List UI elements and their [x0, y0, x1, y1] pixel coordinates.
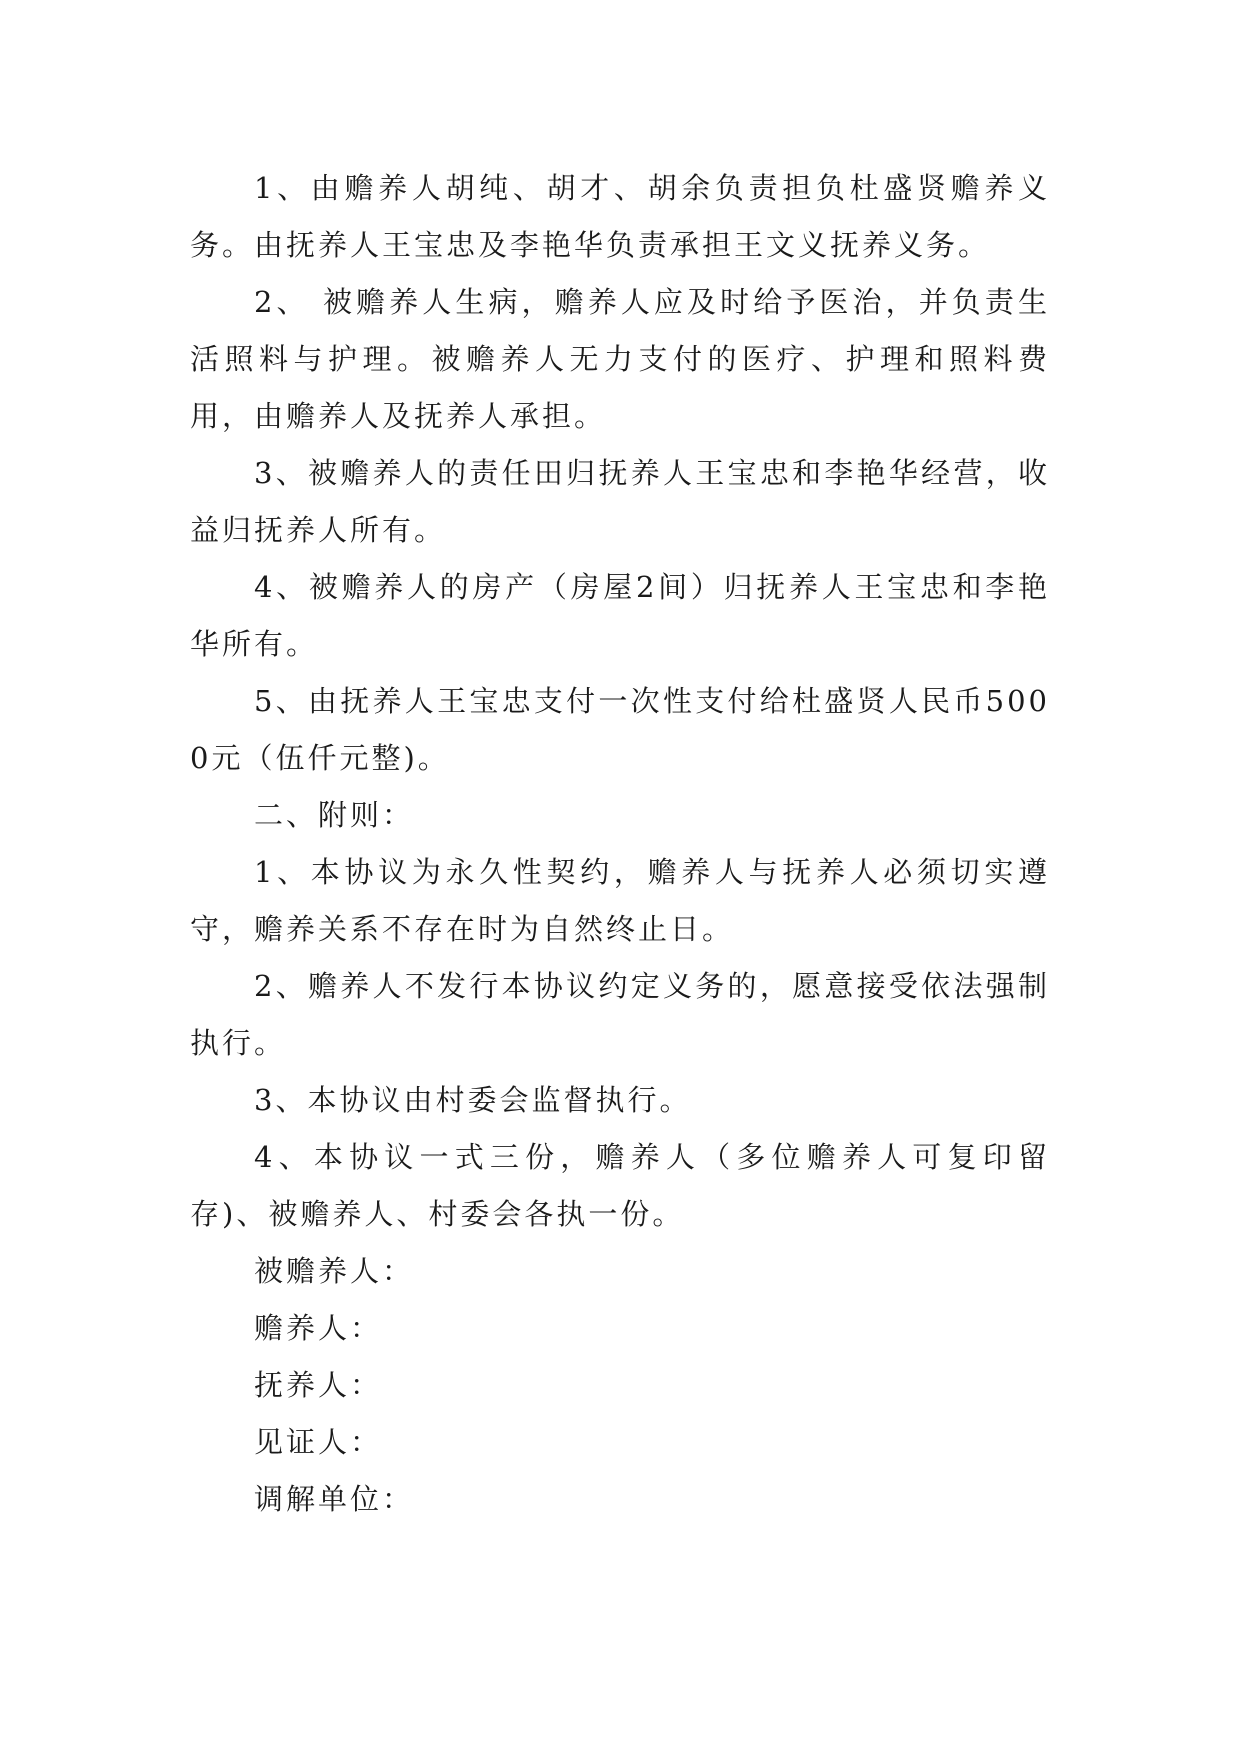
clause-5-payment: 5、由抚养人王宝忠支付一次性支付给杜盛贤人民币5000元（伍仟元整)。 [190, 684, 1050, 775]
clause-3-farmland: 3、被赡养人的责任田归抚养人王宝忠和李艳华经营，收益归抚养人所有。 [190, 456, 1050, 547]
supplementary-clause-4: 4、本协议一式三份，赡养人（多位赡养人可复印留存)、被赡养人、村委会各执一份。 [190, 1140, 1050, 1231]
clause-1-support-duty: 1、由赡养人胡纯、胡才、胡余负责担负杜盛贤赡养义务。由抚养人王宝忠及李艳华负责承担王文义抚养义务。 [190, 171, 1050, 262]
signature-witness: 见证人： [254, 1425, 383, 1459]
supplementary-clause-2: 2、赡养人不发行本协议约定义务的，愿意接受依法强制执行。 [190, 969, 1050, 1060]
clause-4-property: 4、被赡养人的房产（房屋2间）归抚养人王宝忠和李艳华所有。 [190, 570, 1050, 661]
document-body [190, 160, 1050, 1528]
signature-mediator: 调解单位： [254, 1482, 415, 1516]
supplementary-clause-3: 3、本协议由村委会监督执行。 [254, 1083, 692, 1117]
signature-supported-person: 被赡养人： [254, 1254, 415, 1288]
section-heading-supplementary: 二、附则： [254, 798, 415, 832]
supplementary-clause-1: 1、本协议为永久性契约，赡养人与抚养人必须切实遵守，赡养关系不存在时为自然终止日。 [190, 855, 1050, 946]
signature-guardian: 抚养人： [254, 1368, 383, 1402]
clause-2-medical-care: 2、 被赡养人生病，赡养人应及时给予医治，并负责生活照料与护理。被赡养人无力支付的医疗、护理和照料费用，由赡养人及抚养人承担。 [190, 285, 1050, 433]
signature-supporter: 赡养人： [254, 1311, 383, 1345]
